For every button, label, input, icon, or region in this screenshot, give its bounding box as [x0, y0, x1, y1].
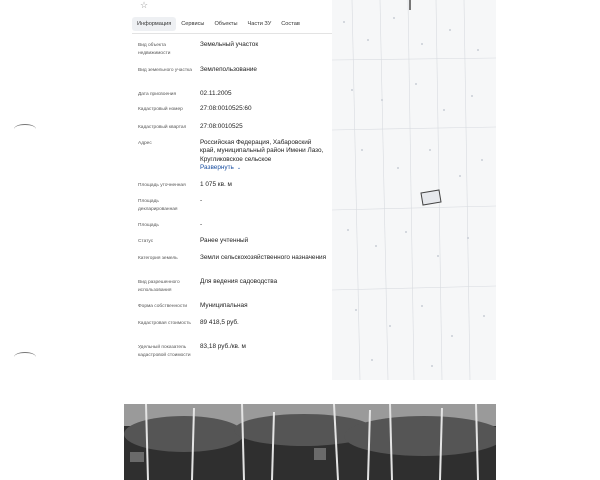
expand-link[interactable]: Развернуть ⌄ [200, 164, 242, 172]
field-value: Для ведения садоводства [200, 278, 278, 285]
tab-bar [132, 14, 332, 34]
field-label: Удельный показатель кадастровой стоимости [138, 345, 191, 358]
field-value: Ранее учтенный [200, 237, 249, 244]
field-value: - [200, 197, 203, 204]
map-graphic [332, 0, 496, 380]
field-label: Категория земель [138, 256, 178, 261]
field-label: Площадь уточненная [138, 183, 186, 188]
field-value: - [200, 221, 203, 228]
field-value[interactable]: 27:08:0010525 [200, 123, 243, 130]
photo-graphic [124, 404, 496, 480]
star-icon[interactable]: ☆ [140, 0, 149, 10]
scan-mark [14, 124, 36, 134]
field-label: Кадастровая стоимость [138, 321, 191, 326]
field-label: Дата присвоения [138, 92, 177, 97]
tab-services[interactable]: Сервисы [181, 20, 205, 27]
address-text: Российская Федерация, Хабаровский край, муниципальный район Имени Лазо, Кругликовское сельское [200, 139, 324, 163]
field-value: 83,18 руб./кв. м [200, 343, 246, 350]
field-value: 89 418,5 руб. [200, 319, 239, 326]
scan-mark [14, 352, 36, 362]
field-value: 1 075 кв. м [200, 181, 232, 188]
map-marker [409, 0, 411, 10]
land-photo [124, 404, 496, 480]
field-value: Земли сельскохозяйственного назначения [200, 254, 327, 261]
field-label: Площадь декларированная [138, 199, 178, 212]
field-label: Статус [138, 239, 154, 244]
field-value: Муниципальная [200, 302, 248, 309]
field-label: Кадастровый квартал [138, 125, 187, 130]
field-value [200, 139, 328, 173]
tab-objects[interactable]: Объекты [214, 20, 238, 27]
tab-composition[interactable]: Состав [281, 20, 300, 27]
field-label: Вид объекта недвижимости [138, 43, 171, 56]
chevron-down-icon: ⌄ [236, 165, 242, 172]
field-label: Форма собственности [138, 304, 188, 309]
field-label: Площадь [138, 223, 159, 228]
tab-parts[interactable]: Части ЗУ [247, 20, 272, 27]
field-value: 02.11.2005 [200, 90, 232, 97]
field-value[interactable]: 27:08:0010525:60 [200, 105, 252, 112]
field-label: Кадастровый номер [138, 107, 183, 112]
field-label: Вид земельного участка [138, 68, 192, 73]
field-label: Вид разрешенного использования [138, 280, 180, 293]
field-value: Землепользование [200, 66, 257, 73]
field-value: Земельный участок [200, 41, 259, 48]
field-label: Адрес [138, 141, 152, 146]
tab-info[interactable]: Информация [132, 17, 176, 31]
cadastral-map[interactable] [332, 0, 496, 380]
parcel-highlight [421, 190, 441, 205]
